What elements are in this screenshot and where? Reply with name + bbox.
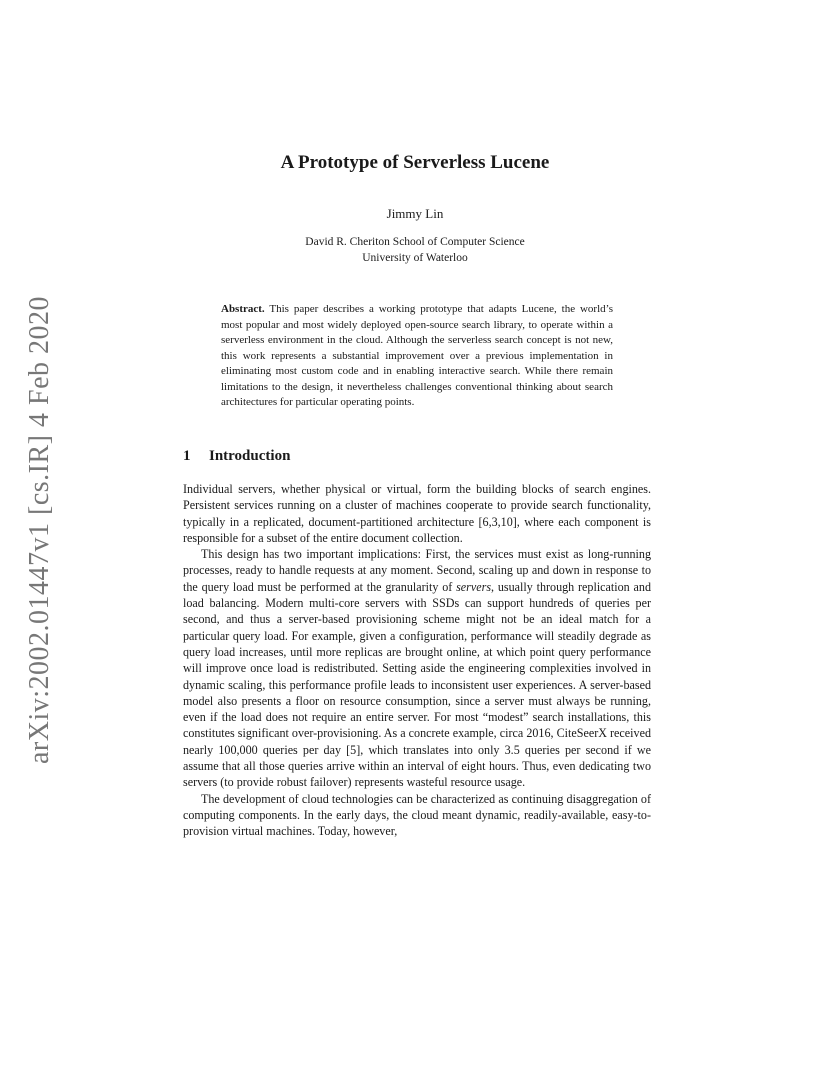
paragraph-1: Individual servers, whether physical or virtual, form the building blocks of search engines. Persistent services running on a cluster of machines cooperate to provide search functionality, typically in a replicated, document-partitioned architecture [6,3,10], where each component is responsible for a subset of the entire document collection. xyxy=(183,482,651,545)
section-heading xyxy=(183,448,290,465)
section-number: 1 xyxy=(183,448,191,464)
author-affiliation xyxy=(150,234,680,266)
paragraph-3: The development of cloud technologies can be characterized as continuing disaggregation of computing components. In the early days, the cloud meant dynamic, readily-available, easy-to-provision virtual machines. Today, however, xyxy=(183,791,651,839)
paragraph-2-text-b: , usually through replication and load balancing. Modern multi-core servers with SSDs can support hundreds of queries per second, and thus a server-based provisioning scheme might not be an ideal match for a particular query load. For example, given a configuration, performance will steadily degrade as query load increases, until more replicas are brought online, at which point query performance will improve once load is redistributed. Setting aside the engineering complexities involved in dynamic scaling, this performance profile leads to inconsistent user experiences. A server-based model also presents a floor on resource consumption, since a server must always be running, even if the load does not require an entire server. For most “modest” search installations, this constitutes significant over-provisioning. As a concrete example, circa 2016, CiteSeerX received nearly 100,000 queries per day [5], which translates into only 3.5 queries per second if we assume that all those queries arrive within an interval of eight hours. Thus, even dedicating two servers (to provide robust failover) represents wasteful resource usage. xyxy=(183,579,651,790)
paragraph-2-emphasis: servers xyxy=(456,579,492,594)
abstract-label: Abstract. xyxy=(221,303,265,315)
abstract xyxy=(221,302,613,411)
paragraph-2-text-a: This design has two important implications: First, the services must exist as long-running processes, ready to handle requests at any moment. Second, scaling up and down in response to the query load must be performed at the granularity of xyxy=(183,547,651,594)
paragraph-2 xyxy=(183,546,651,790)
arxiv-id-text: arXiv:2002.01447v1 [cs.IR] 4 Feb 2020 xyxy=(24,295,56,765)
section-body xyxy=(183,481,651,840)
abstract-text: This paper describes a working prototype that adapts Lucene, the world’s most popular and most widely deployed open-source search library, to operate within a serverless environment in the cloud. Although the serverless search concept is not new, this work represents a substantial improvement over a previous implementation in eliminating most custom code and in enabling interactive search. While there remain limitations to the design, it nevertheless challenges conventional thinking about search architectures for particular operating points. xyxy=(221,303,613,408)
section-title: Introduction xyxy=(209,448,291,464)
affiliation-line-1: David R. Cheriton School of Computer Science xyxy=(305,236,525,248)
affiliation-line-2: University of Waterloo xyxy=(362,252,468,264)
arxiv-identifier-stamp xyxy=(18,295,62,765)
paper-title: A Prototype of Serverless Lucene xyxy=(280,152,550,173)
author-name: Jimmy Lin xyxy=(386,206,444,221)
